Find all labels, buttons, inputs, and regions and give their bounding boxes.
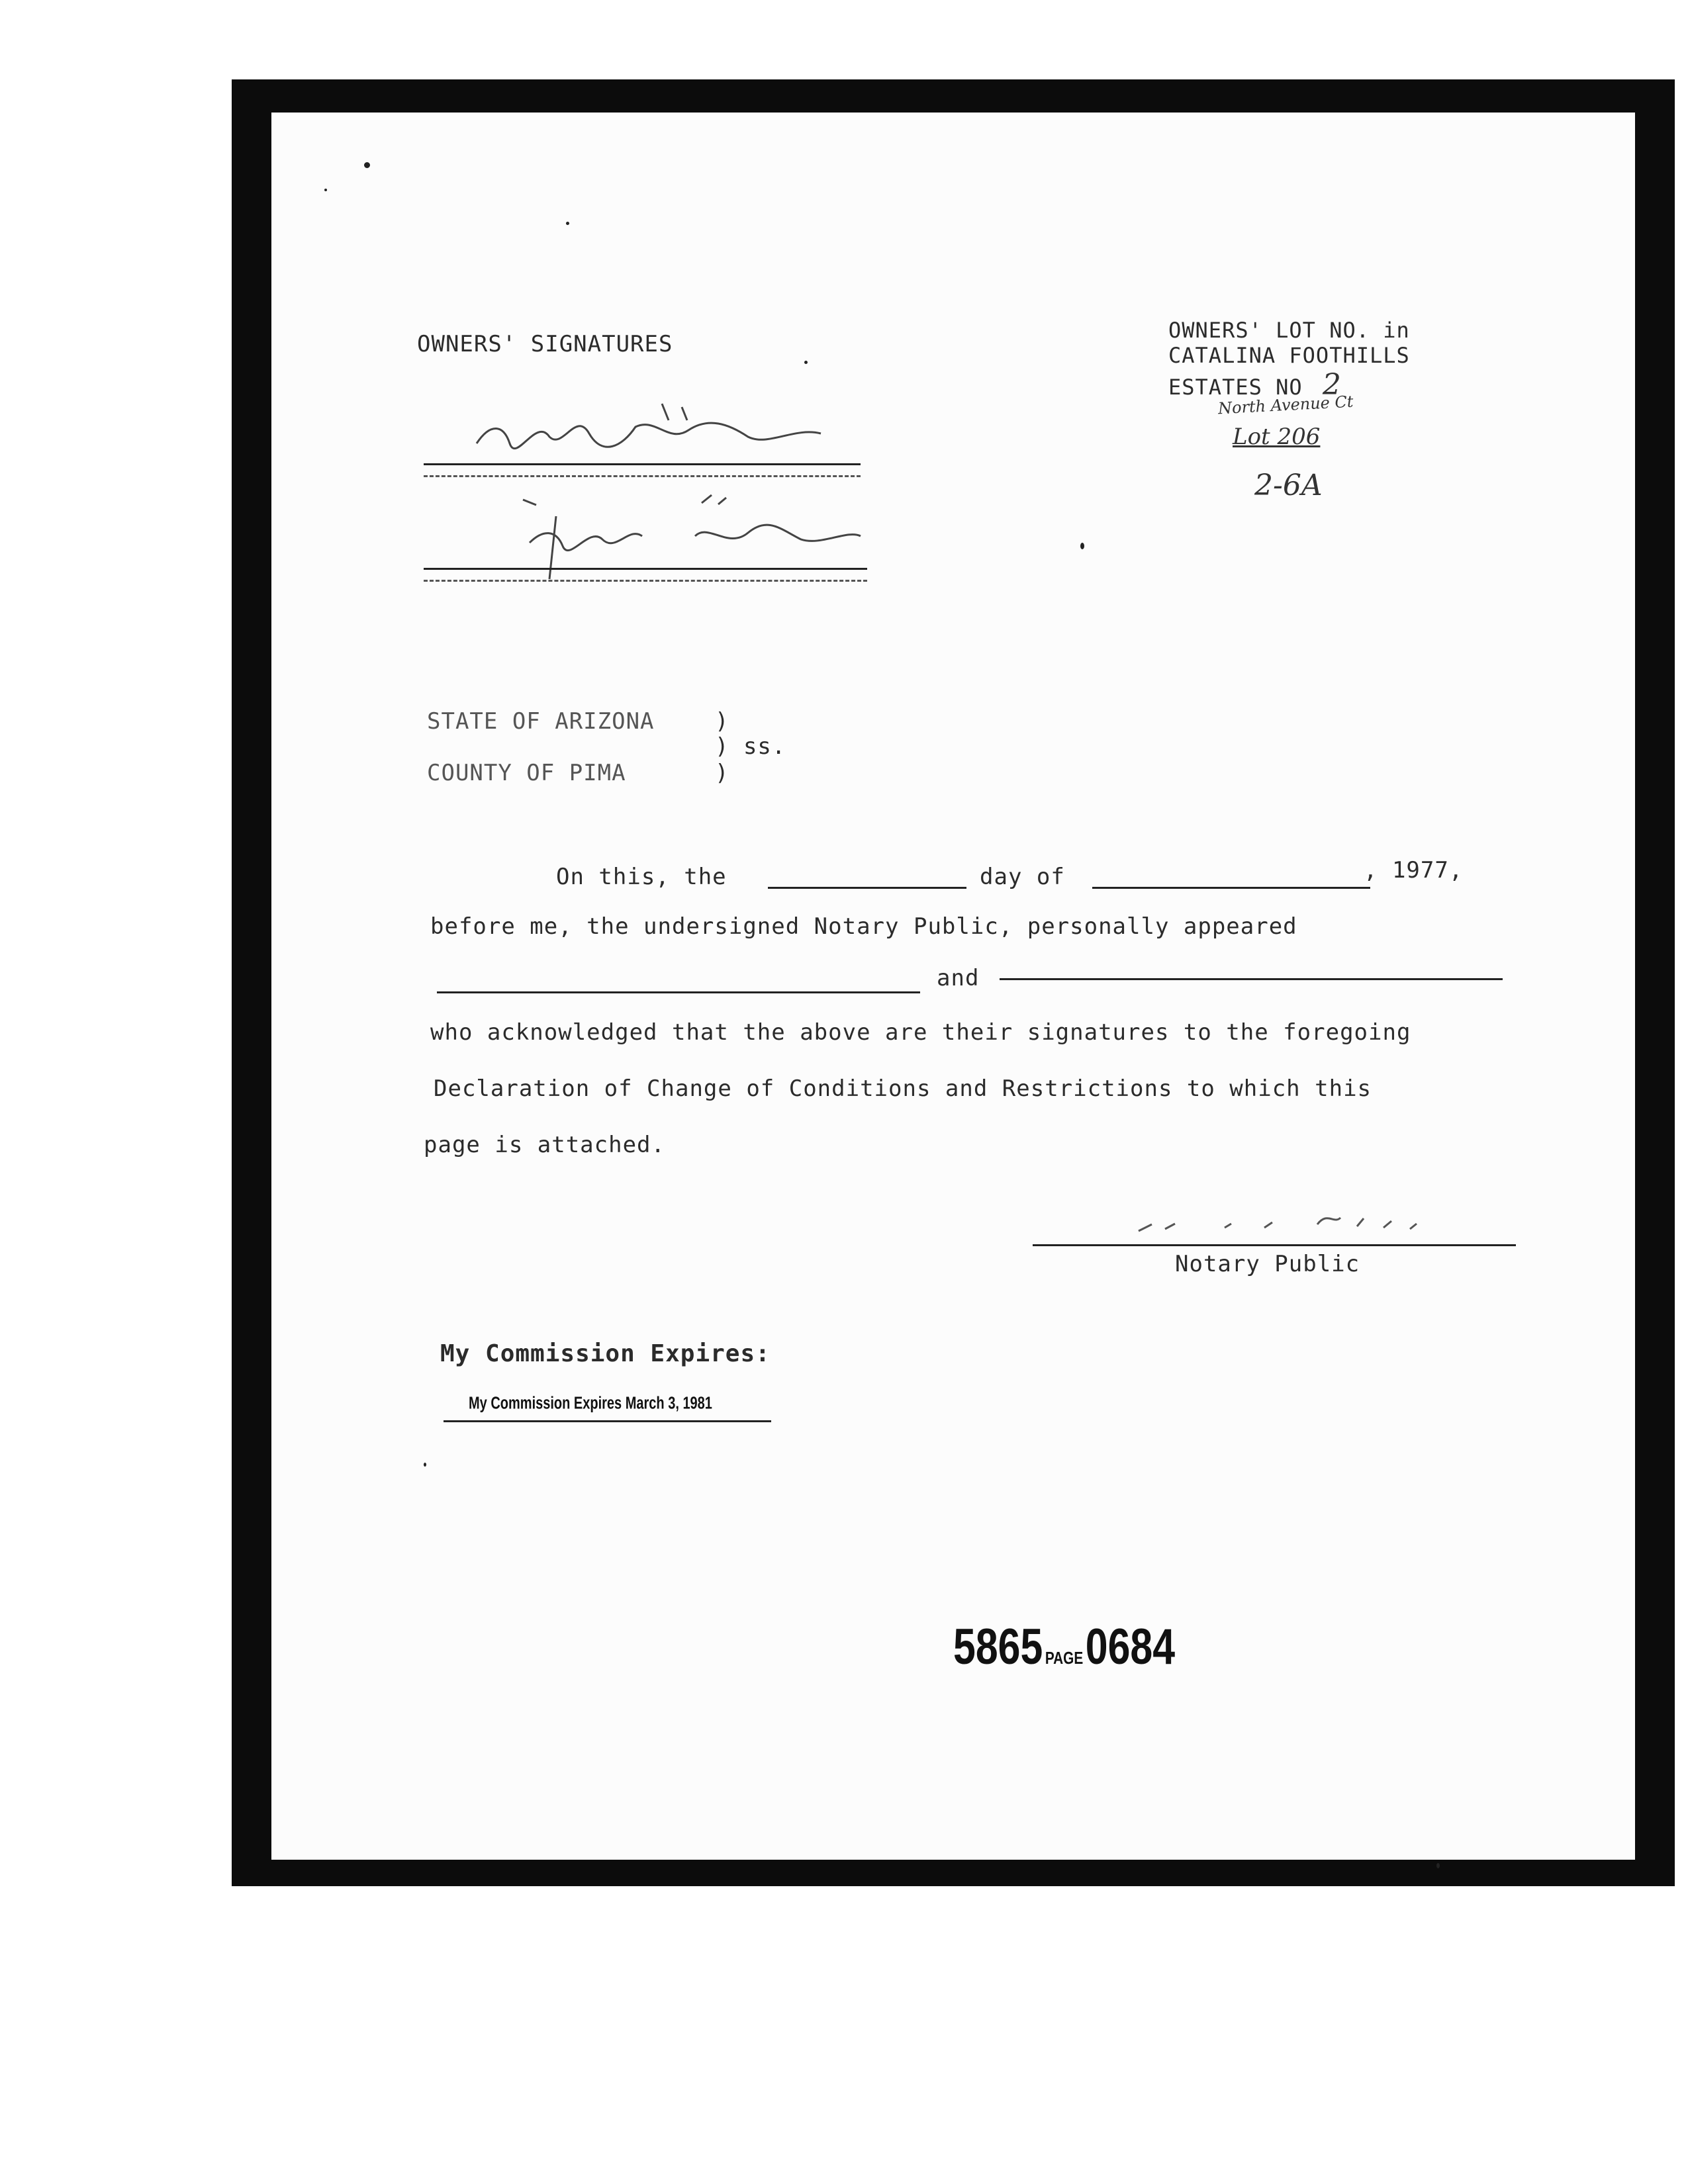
scan-speck	[324, 189, 327, 191]
owner-signature-line-2	[424, 568, 867, 570]
ack-year: , 1977,	[1364, 857, 1464, 884]
scan-speck	[1080, 543, 1084, 549]
ack-line1-prefix: On this, the	[556, 864, 727, 890]
notary-signature	[1132, 1201, 1436, 1241]
ack-line3-and: and	[937, 965, 980, 991]
recording-stamp	[953, 1618, 1175, 1676]
owner-signature-line-2-dashed	[424, 580, 867, 582]
ack-line5: Declaration of Change of Conditions and Restrictions to which this	[434, 1075, 1372, 1102]
venue-county: COUNTY OF PIMA	[427, 760, 626, 786]
ack-day-blank	[768, 887, 966, 889]
handwritten-street: North Avenue Ct	[1217, 392, 1354, 418]
recording-book: 5865	[953, 1619, 1043, 1675]
handwritten-lot-number: Lot 206	[1233, 424, 1321, 450]
owners-signatures-heading: OWNERS' SIGNATURES	[417, 331, 673, 357]
lot-box-line1: OWNERS' LOT NO. in	[1168, 318, 1410, 343]
ack-line2: before me, the undersigned Notary Public, personally appeared	[430, 913, 1297, 940]
commission-label: My Commission Expires:	[440, 1340, 771, 1367]
notary-caption: Notary Public	[1175, 1251, 1360, 1277]
commission-stamp-line	[444, 1420, 771, 1422]
owner-signature-line-1	[424, 463, 861, 465]
lot-box-line2: CATALINA FOOTHILLS	[1168, 343, 1410, 368]
scan-speck	[566, 222, 569, 225]
estates-number-handwritten: 2	[1322, 368, 1342, 402]
ack-month-blank	[1092, 887, 1370, 889]
ack-appearer-2-blank	[1000, 978, 1503, 980]
commission-stamp: My Commission Expires March 3, 1981	[469, 1394, 712, 1414]
scan-speck	[1436, 1863, 1440, 1868]
venue-paren-bottom: )	[715, 760, 729, 786]
owner-signature-line-1-dashed	[424, 475, 861, 477]
ack-line4: who acknowledged that the above are their signatures to the foregoing	[430, 1019, 1411, 1046]
venue-ss: ) ss.	[715, 733, 786, 760]
owner-signature-1	[463, 397, 834, 463]
scan-speck	[364, 162, 370, 168]
recording-page-word: PAGE	[1045, 1648, 1084, 1668]
ack-line1-mid: day of	[980, 864, 1065, 890]
recording-page: 0684	[1085, 1619, 1176, 1675]
ack-line6: page is attached.	[424, 1132, 665, 1158]
venue-paren-top: )	[715, 708, 729, 735]
scan-speck	[424, 1463, 426, 1467]
scan-speck	[804, 361, 808, 364]
venue-state: STATE OF ARIZONA	[427, 708, 655, 735]
handwritten-code: 2-6A	[1254, 469, 1323, 502]
ack-appearer-1-blank	[437, 991, 920, 993]
notary-signature-line	[1033, 1244, 1516, 1246]
estates-label: ESTATES NO	[1168, 375, 1303, 400]
